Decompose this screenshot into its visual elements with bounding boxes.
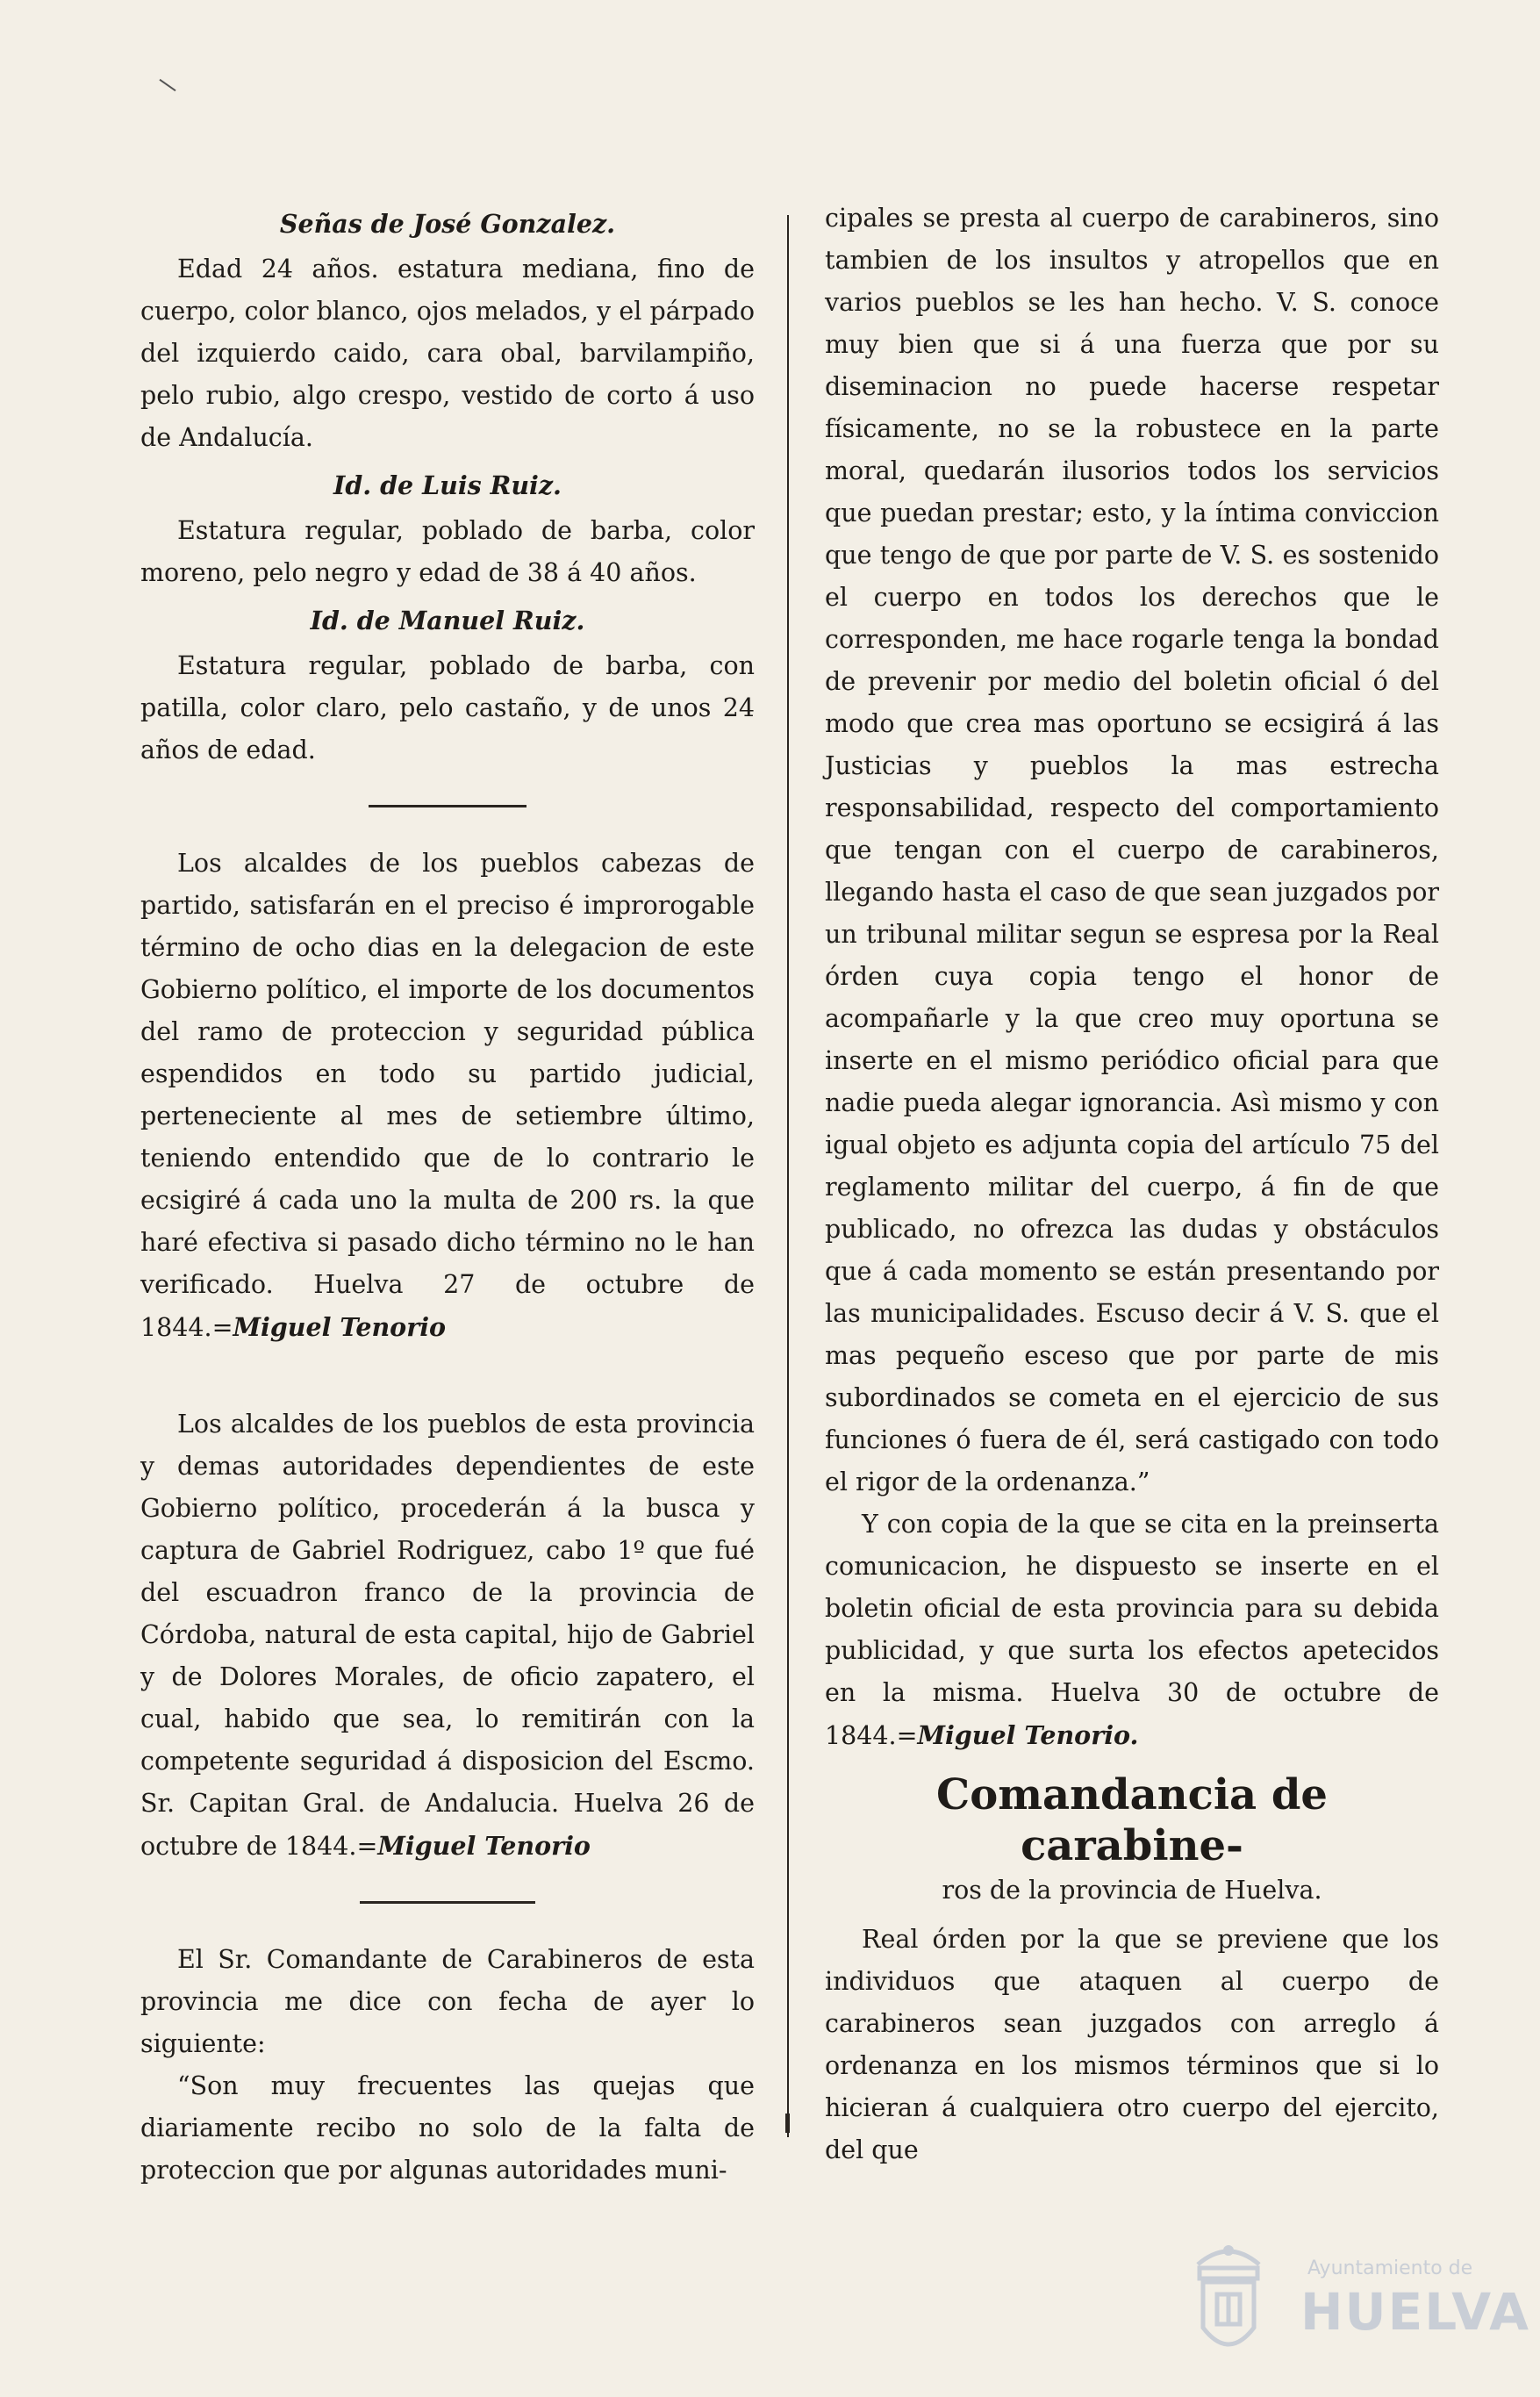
- governor-order-paragraph: [825, 1504, 1439, 1757]
- description-jose-gonzalez: Edad 24 años. estatura mediana, fino de cuerpo, color blanco, ojos melados, y el párpado del izquierdo caido, cara obal, barvilampiño, pelo rubio, algo crespo, vestido de corto á uso de Andalucía.: [140, 255, 755, 452]
- signature-miguel-tenorio-2: Miguel Tenorio: [377, 1831, 591, 1861]
- carabineros-letter-start: “Son muy frecuentes las quejas que diariamente recibo no solo de la falta de proteccion que por algunas autoridades muni-: [140, 2071, 755, 2185]
- notice-capture-paragraph: [140, 1403, 755, 1868]
- signature-miguel-tenorio-1: Miguel Tenorio: [233, 1312, 447, 1342]
- description-manuel-ruiz: Estatura regular, poblado de barba, con patilla, color claro, pelo castaño, y de unos 24 años de edad.: [140, 651, 755, 764]
- section-title-comandancia: Comandancia de carabine-: [936, 1770, 1328, 1870]
- notice-documents-text: Los alcaldes de los pueblos cabezas de partido, satisfarán en el preciso é improrogable término de ocho dias en la delegacion de este Gobierno político, el importe de los documentos del ramo de proteccion y seguridad pública espendidos en todo su partido judicial, perteneciente al mes de setiembre último, teniendo entendido que de lo contrario le ecsigiré á cada uno la multa de 200 rs. la que haré efectiva si pasado dicho término no le han verificado. Huelva 27 de octubre de 1844.=: [140, 849, 755, 1342]
- watermark-text-huelva: HUELVA: [1300, 2282, 1531, 2342]
- heading-jose-gonzalez: Señas de José Gonzalez.: [279, 209, 616, 239]
- real-orden-paragraph: Real órden por la que se previene que los individuos que ataquen al cuerpo de carabineros sean juzgados con arreglo á ordenanza en los mismos términos que si lo hicieran á cualquiera otro cuerpo del ejercito, del que: [825, 1925, 1439, 2164]
- heading-manuel-ruiz: Id. de Manuel Ruiz.: [310, 606, 585, 635]
- notice-capture-text: Los alcaldes de los pueblos de esta provincia y demas autoridades dependientes de este Gobierno político, procederán á la busca y captura de Gabriel Rodriguez, cabo 1º que fué del escuadron franco de la provincia de Córdoba, natural de esta capital, hijo de Gabriel y de Dolores Morales, de oficio zapatero, el cual, habido que sea, lo remitirán con la competente seguridad á disposicion del Escmo. Sr. Capitan Gral. de Andalucia. Huelva 26 de octubre de 1844.=: [140, 1410, 755, 1861]
- left-column: [140, 197, 755, 2192]
- section-rule: [360, 1901, 535, 1904]
- right-column: [825, 197, 1439, 2171]
- description-luis-ruiz: Estatura regular, poblado de barba, color moreno, pelo negro y edad de 38 á 40 años.: [140, 516, 755, 587]
- signature-miguel-tenorio-3: Miguel Tenorio.: [917, 1720, 1139, 1750]
- section-subtitle-comandancia: ros de la provincia de Huelva.: [942, 1876, 1322, 1905]
- governor-order-text: Y con copia de la que se cita en la preinserta comunicacion, he dispuesto se inserte en el boletin oficial de esta provincia para su debida publicidad, y que surta los efectos apetecidos en la misma. Huelva 30 de octubre de 1844.=: [825, 1510, 1439, 1750]
- notice-documents-paragraph: [140, 843, 755, 1349]
- carabineros-letter-continued: cipales se presta al cuerpo de carabineros, sino tambien de los insultos y atropellos que en varios pueblos se les han hecho. V. S. conoce muy bien que si á una fuerza que por su diseminacion no puede hacerse respetar físicamente, no se la robustece en la parte moral, quedarán ilusorios todos los servicios que puedan prestar; esto, y la íntima conviccion que tengo de que por parte de V. S. es sostenido el cuerpo en todos los derechos que le corresponden, me hace rogarle tenga la bondad de prevenir por medio del boletin oficial ó del modo que crea mas oportuno se ecsigirá á las Justicias y pueblos la mas estrecha responsabilidad, respecto del comportamiento que tengan con el cuerpo de carabineros, llegando hasta el caso de que sean juzgados por un tribunal militar segun se espresa por la Real órden cuya copia tengo el honor de acompañarle y la que creo muy oportuna se inserte en el mismo periódico oficial para que nadie pueda alegar ignorancia. Asì mismo y con igual objeto es adjunta copia del artículo 75 del reglamento militar del cuerpo, á fin de que publicado, no ofrezca las dudas y obstáculos que á cada momento se están presentando por las municipalidades. Escuso decir á V. S. que el mas pequeño esceso que por parte de mis subordinados se cometa en el ejercicio de sus funciones ó fuera de él, será castigado con todo el rigor de la ordenanza.”: [825, 204, 1439, 1496]
- corner-mark: [159, 79, 175, 91]
- heading-luis-ruiz: Id. de Luis Ruiz.: [333, 470, 562, 500]
- column-divider-tick: [785, 2114, 790, 2133]
- watermark-text-ayuntamiento: Ayuntamiento de: [1307, 2257, 1473, 2279]
- notice-carabineros-intro: El Sr. Comandante de Carabineros de esta provincia me dice con fecha de ayer lo siguiente:: [140, 1945, 755, 2058]
- section-rule: [369, 805, 526, 807]
- spacer: [140, 1349, 755, 1403]
- column-divider: [787, 215, 789, 2137]
